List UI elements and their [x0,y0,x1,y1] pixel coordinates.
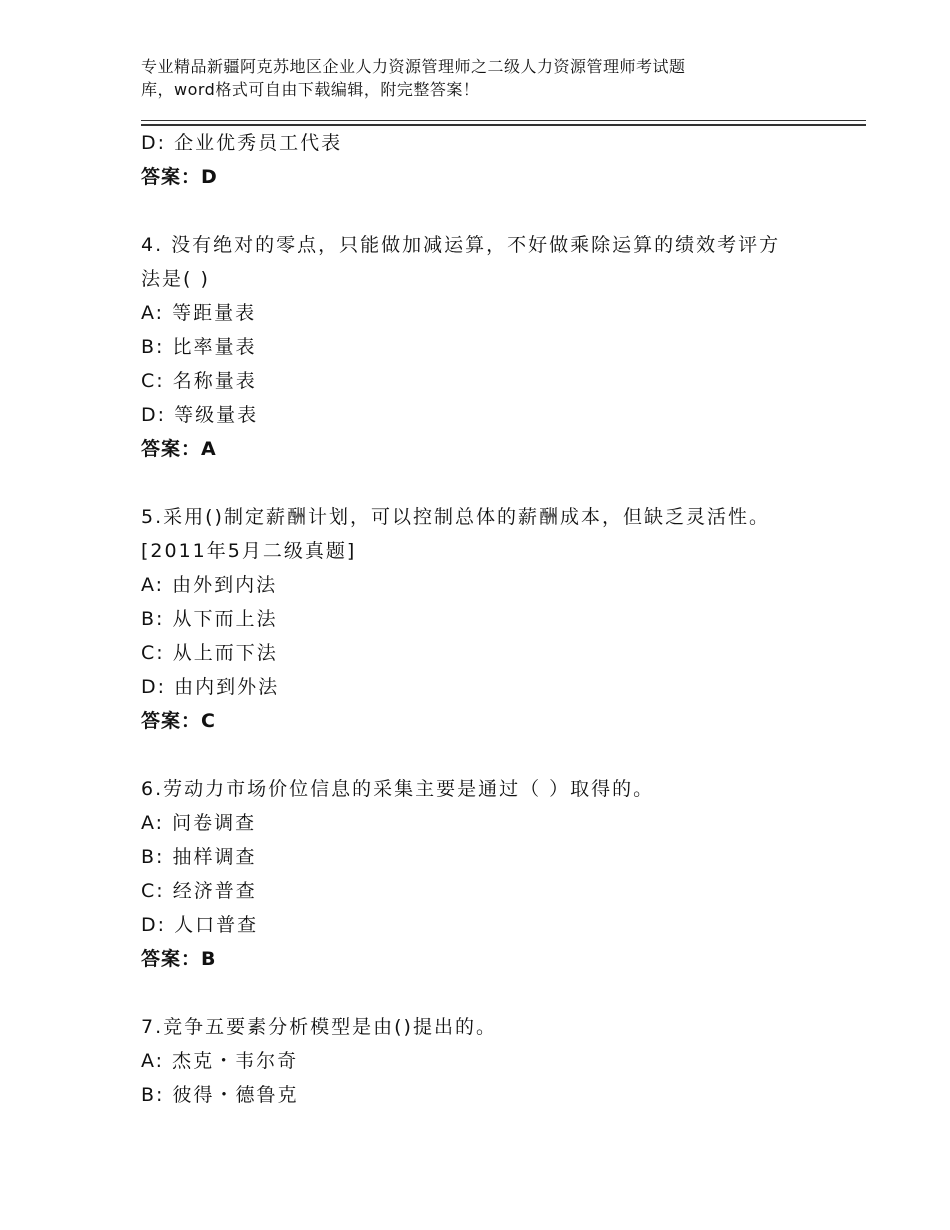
question-stem: [2011年5月二级真题] [141,540,357,562]
answer-label: 答案：B [141,948,217,970]
question-list [141,126,866,1112]
question-5 [141,500,866,738]
question-3-tail [141,126,866,194]
question-stem: 7.竞争五要素分析模型是由()提出的。 [141,1016,497,1038]
answer-label: 答案：C [141,710,216,732]
question-stem: 法是( ) [141,268,210,290]
option-c: C: 从上而下法 [141,642,278,664]
option-d: D: 等级量表 [141,404,259,426]
option-b: B: 抽样调查 [141,846,257,868]
spacer [141,194,866,228]
option-d: D: 企业优秀员工代表 [141,132,343,154]
header-title-line-2: 库，word格式可自由下载编辑，附完整答案！ [141,80,480,99]
option-d: D: 由内到外法 [141,676,280,698]
option-c: C: 名称量表 [141,370,257,392]
question-7 [141,1010,866,1112]
answer-label: 答案：D [141,166,218,188]
option-a: A: 等距量表 [141,302,257,324]
spacer [141,466,866,500]
page-header [141,55,781,101]
option-b: B: 比率量表 [141,336,257,358]
spacer [141,976,866,1010]
option-d: D: 人口普查 [141,914,259,936]
spacer [141,738,866,772]
option-a: A: 杰克・韦尔奇 [141,1050,299,1072]
header-title-line-1: 专业精品新疆阿克苏地区企业人力资源管理师之二级人力资源管理师考试题 [141,57,686,76]
question-6 [141,772,866,976]
option-a: A: 由外到内法 [141,574,278,596]
answer-label: 答案：A [141,438,217,460]
question-stem: 6.劳动力市场价位信息的采集主要是通过（ ）取得的。 [141,778,655,800]
option-c: C: 经济普查 [141,880,257,902]
question-stem: 5.采用()制定薪酬计划，可以控制总体的薪酬成本，但缺乏灵活性。 [141,506,770,528]
question-stem: 4. 没有绝对的零点，只能做加减运算，不好做乘除运算的绩效考评方 [141,234,781,256]
option-b: B: 彼得・德鲁克 [141,1084,299,1106]
header-divider-thin [141,120,866,121]
option-a: A: 问卷调查 [141,812,257,834]
question-4 [141,228,866,466]
option-b: B: 从下而上法 [141,608,278,630]
